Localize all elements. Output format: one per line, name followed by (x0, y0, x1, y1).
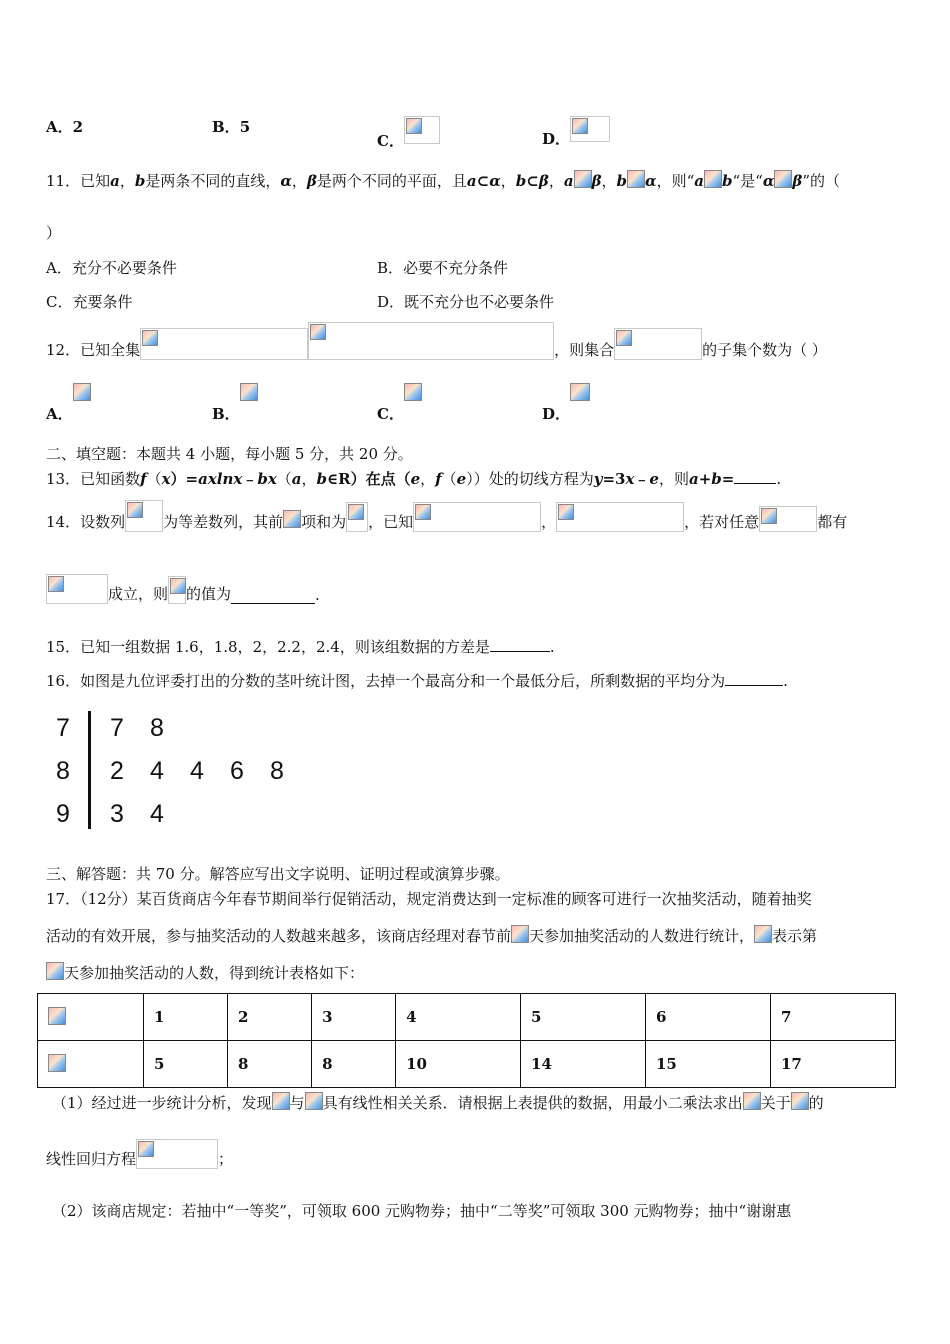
q14-stem-line1: 14．设数列 为等差数列，其前 项和为 ，已知 ， ，若对任意 都有 (46, 500, 847, 532)
answer-blank[interactable] (734, 469, 776, 484)
table-cell: 8 (228, 1041, 312, 1088)
q12-option-a: A． (46, 383, 91, 424)
leaf-value: 4 (190, 757, 204, 785)
leaf-value: 2 (110, 757, 124, 785)
table-cell: 6 (646, 994, 771, 1041)
q14-stem-line2: 成立，则 的值为 . (46, 574, 320, 604)
stem-value: 9 (56, 800, 70, 828)
answer-blank[interactable] (231, 589, 315, 604)
condition-formula-icon (556, 502, 684, 532)
q11-option-b: B．必要不充分条件 (377, 259, 509, 277)
formula-image-icon (240, 383, 258, 401)
table-cell: 17 (770, 1041, 895, 1088)
q10-option-b: B．5 (212, 118, 251, 136)
q11-option-d: D．既不充分也不必要条件 (377, 293, 555, 311)
table-row (38, 994, 896, 1041)
q10-option-a: A．2 (46, 118, 84, 136)
formula-image-icon (272, 1092, 290, 1110)
q11-option-c: C．充要条件 (46, 293, 133, 311)
set-formula-icon (308, 322, 554, 360)
q10-option-d: D． (542, 116, 610, 149)
q11-close-paren: ） (46, 224, 62, 242)
formula-image-icon (73, 383, 91, 401)
q12-option-d: D． (542, 383, 590, 424)
formula-image-icon (305, 1092, 323, 1110)
condition-formula-icon (413, 502, 541, 532)
parallel-symbol-icon (774, 170, 792, 188)
table-cell: 5 (521, 994, 646, 1041)
q17-part2: （2）该商店规定：若抽中“一等奖”，可领取 600 元购物券；抽中“二等奖”可领取 300 元购物券；抽中“谢谢惠 (52, 1202, 792, 1220)
q13-stem: 13．已知函数f（x）=axlnx﹣bx（a，b∈R）在点（e，f（e））处的切线方程为y=3x﹣e，则a+b= . (46, 470, 782, 488)
formula-image-icon (791, 1092, 809, 1110)
formula-image-icon (759, 506, 817, 532)
leaf-value: 8 (150, 714, 164, 742)
inequality-formula-icon (46, 574, 108, 604)
formula-image-icon (46, 962, 64, 980)
formula-image-icon (48, 1007, 66, 1025)
q12-stem: 12．已知全集 ，则集合 的子集个数为（ ） (46, 322, 827, 360)
table-cell: 14 (521, 1041, 646, 1088)
formula-image-icon (570, 383, 590, 401)
stem-value: 8 (56, 757, 70, 785)
table-row-header (38, 994, 144, 1041)
universal-set-formula-icon (140, 328, 308, 360)
q17-part1-line1: （1）经过进一步统计分析，发现 与 具有线性相关关系．请根据上表提供的数据，用最小二乘法求出 关于 的 (52, 1094, 824, 1112)
section-3-heading: 三、解答题：共 70 分。解答应写出文字说明、证明过程或演算步骤。 (46, 865, 510, 883)
q16-stem: 16．如图是九位评委打出的分数的茎叶统计图，去掉一个最高分和一个最低分后，所剩数据的平均分为 . (46, 672, 788, 690)
answer-blank[interactable] (490, 637, 550, 652)
q12-option-b: B． (212, 383, 258, 424)
table-cell: 4 (396, 994, 521, 1041)
formula-image-icon (283, 510, 301, 528)
table-cell: 2 (228, 994, 312, 1041)
stem-divider-line (88, 711, 91, 829)
formula-image-icon (570, 116, 610, 142)
formula-image-icon (404, 383, 422, 401)
stem-value: 7 (56, 714, 70, 742)
table-cell: 15 (646, 1041, 771, 1088)
leaf-value: 4 (150, 800, 164, 828)
leaf-value: 7 (110, 714, 124, 742)
set-formula-icon (614, 328, 702, 360)
formula-image-icon (743, 1092, 761, 1110)
table-cell: 1 (144, 994, 228, 1041)
q10-option-c: C． (377, 116, 440, 151)
leaf-value: 6 (230, 757, 244, 785)
table-cell: 5 (144, 1041, 228, 1088)
table-cell: 7 (770, 994, 895, 1041)
answer-blank[interactable] (725, 671, 783, 686)
q11-stem: 11．已知a，b是两条不同的直线，α，β是两个不同的平面，且a⊂α，b⊂β，a β，b α，则“a b“是“α β”的（ (46, 172, 841, 190)
statistics-table (37, 993, 896, 1088)
formula-image-icon (511, 925, 529, 943)
q11-option-a: A．充分不必要条件 (46, 259, 177, 277)
section-2-heading: 二、填空题：本题共 4 小题，每小题 5 分，共 20 分。 (46, 445, 413, 463)
leaf-value: 8 (270, 757, 284, 785)
q17-line3: 天参加抽奖活动的人数，得到统计表格如下： (46, 962, 364, 983)
q17-line2: 活动的有效开展，参与抽奖活动的人数越来越多，该商店经理对春节前 天参加抽奖活动的人数进行统计， 表示第 (46, 927, 818, 945)
parallel-symbol-icon (704, 170, 722, 188)
q12-option-c: C． (377, 383, 422, 424)
table-row-header (38, 1041, 144, 1088)
formula-image-icon (346, 502, 368, 532)
formula-image-icon (48, 1054, 66, 1072)
formula-image-icon (404, 116, 440, 144)
table-cell: 8 (312, 1041, 396, 1088)
formula-image-icon (168, 576, 186, 604)
table-row (38, 1041, 896, 1088)
q17-part1-line2: 线性回归方程 ； (46, 1139, 233, 1169)
leaf-value: 3 (110, 800, 124, 828)
table-cell: 3 (312, 994, 396, 1041)
regression-equation-icon (136, 1139, 218, 1169)
parallel-symbol-icon (574, 170, 592, 188)
sequence-formula-icon (125, 500, 163, 532)
leaf-value: 4 (150, 757, 164, 785)
q17-line1: 17．（12分）某百货商店今年春节期间举行促销活动，规定消费达到一定标准的顾客可进行一次抽奖活动，随着抽奖 (46, 890, 812, 908)
parallel-symbol-icon (627, 170, 645, 188)
q15-stem: 15．已知一组数据 1.6，1.8，2，2.2，2.4，则该组数据的方差是 . (46, 638, 555, 656)
table-cell: 10 (396, 1041, 521, 1088)
formula-image-icon (754, 925, 772, 943)
